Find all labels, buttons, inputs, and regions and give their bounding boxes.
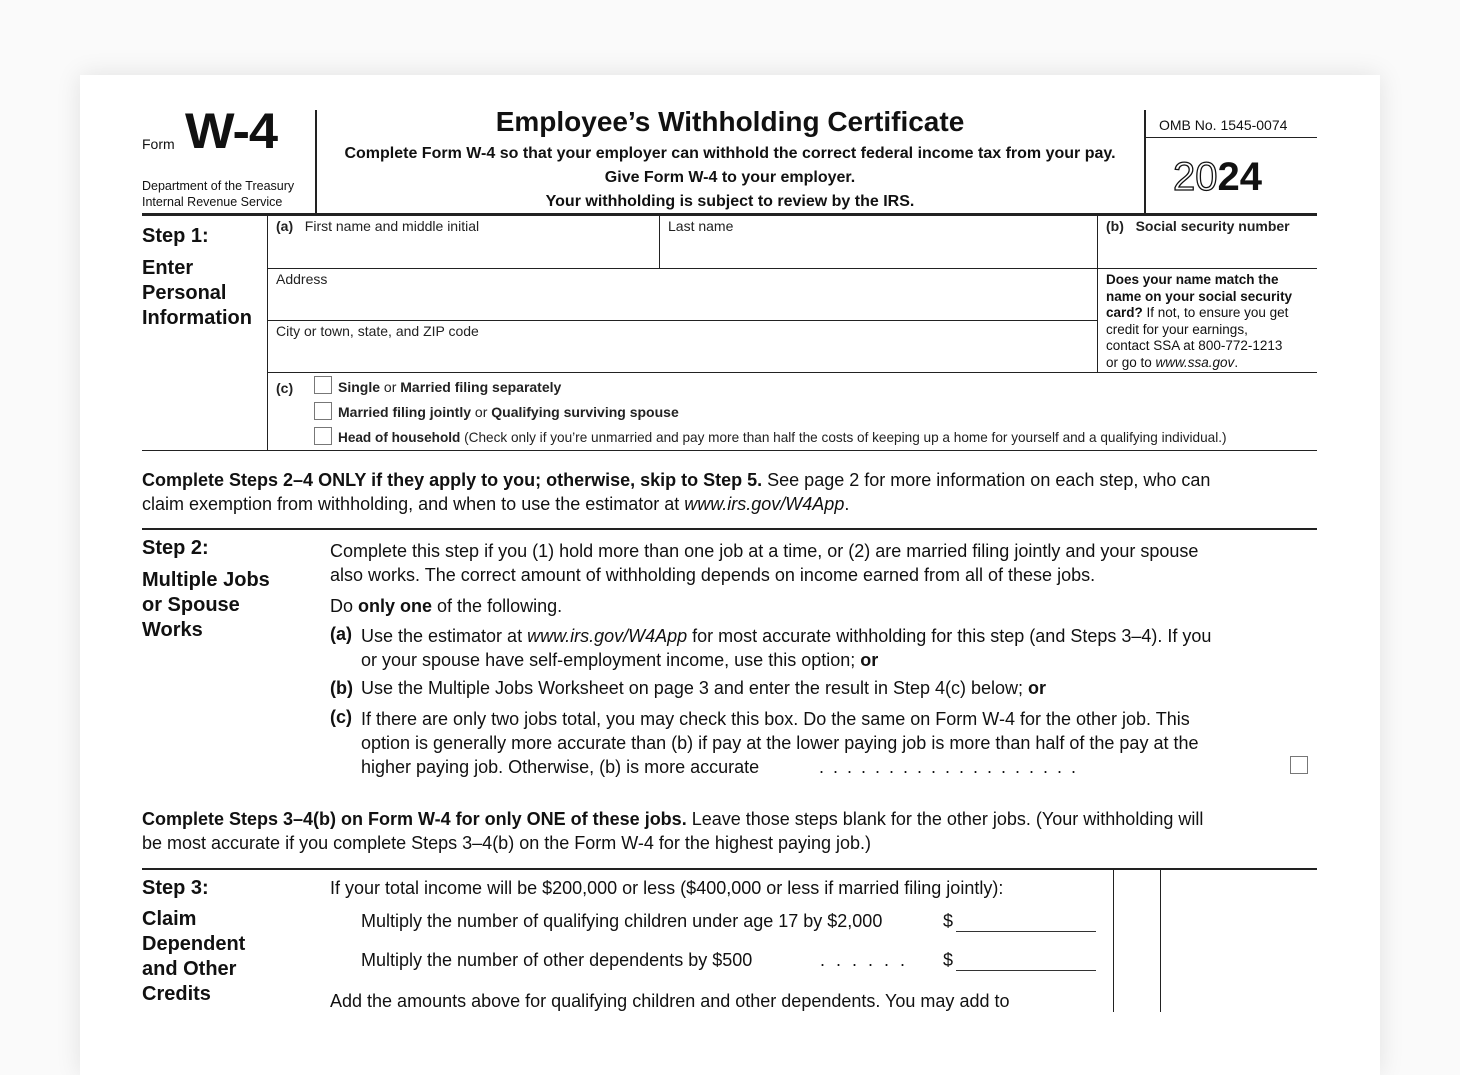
subtitle-2: Give Form W-4 to your employer. <box>604 169 856 186</box>
step2-title: or Spouse <box>142 594 240 616</box>
divider <box>1097 215 1098 372</box>
steps-intro: Complete Steps 2–4 ONLY if they apply to you; otherwise, skip to Step 5. See page 2 for more information on each step, who can claim exemption from withholding, and when to use the estimator at www.irs.gov/W4App. <box>142 470 1211 514</box>
divider <box>267 268 1317 269</box>
option-a-text: Use the estimator at www.irs.gov/W4App for most accurate withholding for this step (and Steps 3–4). If you or your spouse have self-employment income, use this option; or <box>361 626 1212 670</box>
option-b-text: Use the Multiple Jobs Worksheet on page 3 and enter the result in Step 4(c) below; or <box>361 678 1047 698</box>
checkbox-married-jointly[interactable] <box>314 402 332 420</box>
step2-intro: Complete this step if you (1) hold more than one job at a time, or (2) are married filing jointly and your spouse also works. The correct amount of withholding depends on income earned from all of these jobs. <box>330 541 1199 585</box>
children-line-label: Multiply the number of qualifying children under age 17 by $2,000 <box>361 911 883 931</box>
step2-do-one: Do only one of the following. <box>330 596 563 616</box>
option-a-marker: (a) <box>330 624 352 644</box>
dependents-amount-input[interactable] <box>956 949 1096 971</box>
step3-label: Step 3: <box>142 877 209 899</box>
tax-year: 2024 <box>1173 155 1262 199</box>
option-b-marker: (b) <box>330 678 353 698</box>
divider <box>142 450 1317 451</box>
divider <box>267 215 268 450</box>
step1-label: Step 1: <box>142 225 209 247</box>
form-word: Form <box>142 136 175 152</box>
checkbox-head-of-household[interactable] <box>314 427 332 445</box>
form-number: W-4 <box>185 103 278 159</box>
divider <box>659 215 660 268</box>
dependents-line-label: Multiply the number of other dependents by $500 <box>361 950 753 970</box>
option-married-jointly: Married filing jointly or Qualifying surviving spouse <box>338 404 679 420</box>
step1-title: Enter <box>142 257 194 279</box>
checkbox-single[interactable] <box>314 376 332 394</box>
omb-number: OMB No. 1545-0074 <box>1159 117 1288 133</box>
subtitle-1: Complete Form W-4 so that your employer can withhold the correct federal income tax from your pay. <box>344 145 1116 162</box>
option-single: Single or Married filing separately <box>338 379 562 395</box>
first-name-input[interactable] <box>272 240 652 264</box>
filing-status-marker: (c) <box>276 380 294 396</box>
step3-title: Credits <box>142 983 211 1005</box>
step3-title: Dependent <box>142 933 246 955</box>
subtitle-3: Your withholding is subject to review by the IRS. <box>545 193 915 210</box>
divider <box>1144 137 1317 138</box>
address-input[interactable] <box>272 292 1092 316</box>
estimator-link[interactable]: www.irs.gov/W4App <box>684 494 845 514</box>
children-amount-input[interactable] <box>956 910 1096 932</box>
divider <box>267 320 1097 321</box>
steps-note: Complete Steps 3–4(b) on Form W-4 for only ONE of these jobs. Leave those steps blank for the other jobs. (Your withholding will be most accurate if you complete Steps 3–4(b) on the Form W-4 for the highest paying job.) <box>142 809 1204 853</box>
step3-title: Claim <box>142 908 197 930</box>
option-c-marker: (c) <box>330 707 352 727</box>
address-label: Address <box>276 271 328 287</box>
step2-label: Step 2: <box>142 537 209 559</box>
dollar-sign: $ <box>943 911 954 931</box>
divider <box>142 868 1317 870</box>
step1-title: Information <box>142 307 252 329</box>
divider <box>1113 869 1114 1012</box>
step2-title: Multiple Jobs <box>142 569 270 591</box>
dollar-sign: $ <box>943 950 954 970</box>
city-label: City or town, state, and ZIP code <box>276 323 479 339</box>
option-head-of-household: Head of household (Check only if you’re unmarried and pay more than half the costs of keeping up a home for yourself and a qualifying individual.) <box>338 430 1227 445</box>
divider <box>267 372 1317 373</box>
checkbox-two-jobs[interactable] <box>1290 756 1308 774</box>
divider <box>142 213 1317 216</box>
divider <box>1160 869 1161 1012</box>
ssn-note: Does your name match the name on your social security card? If not, to ensure you get credit for your earnings, contact SSA at 800-772-1213 or go to www.ssa.gov. <box>1106 272 1293 370</box>
first-name-label: (a) First name and middle initial <box>276 218 480 234</box>
last-name-input[interactable] <box>664 240 1092 264</box>
leader-dots: . . . . . . <box>820 950 909 970</box>
dept-treasury: Department of the Treasury <box>142 179 295 193</box>
ssn-input[interactable] <box>1102 240 1314 264</box>
divider <box>142 528 1317 530</box>
step1-title: Personal <box>142 282 227 304</box>
option-c-text: If there are only two jobs total, you may check this box. Do the same on Form W-4 for the other job. This option is generally more accurate than (b) if pay at the lower paying job is more than half of the pay at the higher paying job. Otherwise, (b) is more accurate . . . . . . . . . . . . . . . . . . . <box>361 709 1199 777</box>
step3-intro: If your total income will be $200,000 or less ($400,000 or less if married filing jointly): <box>330 878 1004 898</box>
step3-title: and Other <box>142 958 237 980</box>
form-title: Employee’s Withholding Certificate <box>495 106 965 137</box>
ssn-label: (b) Social security number <box>1106 218 1290 234</box>
city-input[interactable] <box>272 344 1092 368</box>
irs-name: Internal Revenue Service <box>142 195 283 209</box>
last-name-label: Last name <box>668 218 734 234</box>
divider <box>1144 110 1146 214</box>
step2-title: Works <box>142 619 203 641</box>
divider <box>315 110 317 214</box>
step3-add-amounts: Add the amounts above for qualifying children and other dependents. You may add to <box>330 991 1010 1011</box>
